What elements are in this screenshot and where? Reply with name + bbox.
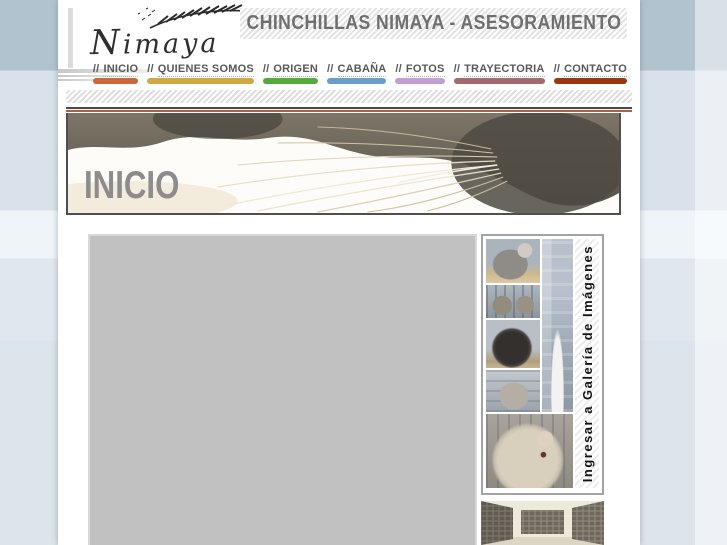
nav-underline [454,78,545,84]
page-heading: INICIO [84,164,180,207]
nav-underline [263,78,318,84]
nav-item-cabana[interactable] [327,63,386,84]
dark-rule [66,107,632,109]
site-title-bar [240,8,627,39]
chinchilla-photo-closeup [486,239,540,283]
farm-lab-photo [542,239,573,412]
beige-chinchilla-photo [486,414,573,488]
nav-label: QUIENES SOMOS [157,63,254,75]
nav-underline [327,78,386,84]
nav-separator: // [262,63,270,75]
nav-separator: // [92,63,100,75]
page-banner [66,113,621,215]
brand-logo[interactable] [88,2,258,66]
nav-item-contacto[interactable] [554,63,627,84]
nav-item-quienes-somos[interactable] [147,63,254,84]
nav-label: CABAÑA [337,63,387,75]
nav-item-fotos[interactable] [395,63,444,84]
nav-separator: // [453,63,461,75]
nav-item-origen[interactable] [263,63,318,84]
nav-underline [147,78,254,84]
dark-chinchilla-photo [486,320,540,368]
site-header [66,0,632,88]
main-content-placeholder [88,234,477,545]
gallery-collage [486,239,599,490]
nav-label: INICIO [103,63,139,75]
nav-separator: // [553,63,561,75]
content-area [66,234,632,545]
header-left-bar [68,8,73,68]
page-container [58,0,640,545]
nav-separator: // [147,63,154,75]
chinchillas-cage-photo [486,285,540,318]
nav-item-trayectoria[interactable] [454,63,545,84]
striped-divider [66,90,632,103]
nav-label: ORIGEN [273,63,318,75]
cages-room-photo [481,501,604,545]
nav-underline [554,78,627,84]
nav-item-inicio[interactable] [93,63,138,84]
sidebar [481,234,604,545]
nav-label: CONTACTO [564,63,627,75]
orange-rule [66,110,632,112]
nav-underline [395,78,444,84]
nav-separator: // [395,63,402,75]
gallery-link[interactable] [481,234,604,495]
nav-label: TRAYECTORIA [464,63,545,75]
main-nav [93,63,627,84]
nav-underline [93,78,138,84]
gallery-link-label: Ingresar a Galería de Imágenes [579,244,595,483]
site-title: CHINCHILLAS NIMAYA - ASESORAMIENTO [246,12,621,34]
gallery-link-label-column [575,239,599,488]
nav-separator: // [327,63,334,75]
nav-label: FOTOS [405,63,445,75]
brand-name: Nimaya [89,22,220,64]
chinchilla-in-cage-photo [486,370,540,412]
